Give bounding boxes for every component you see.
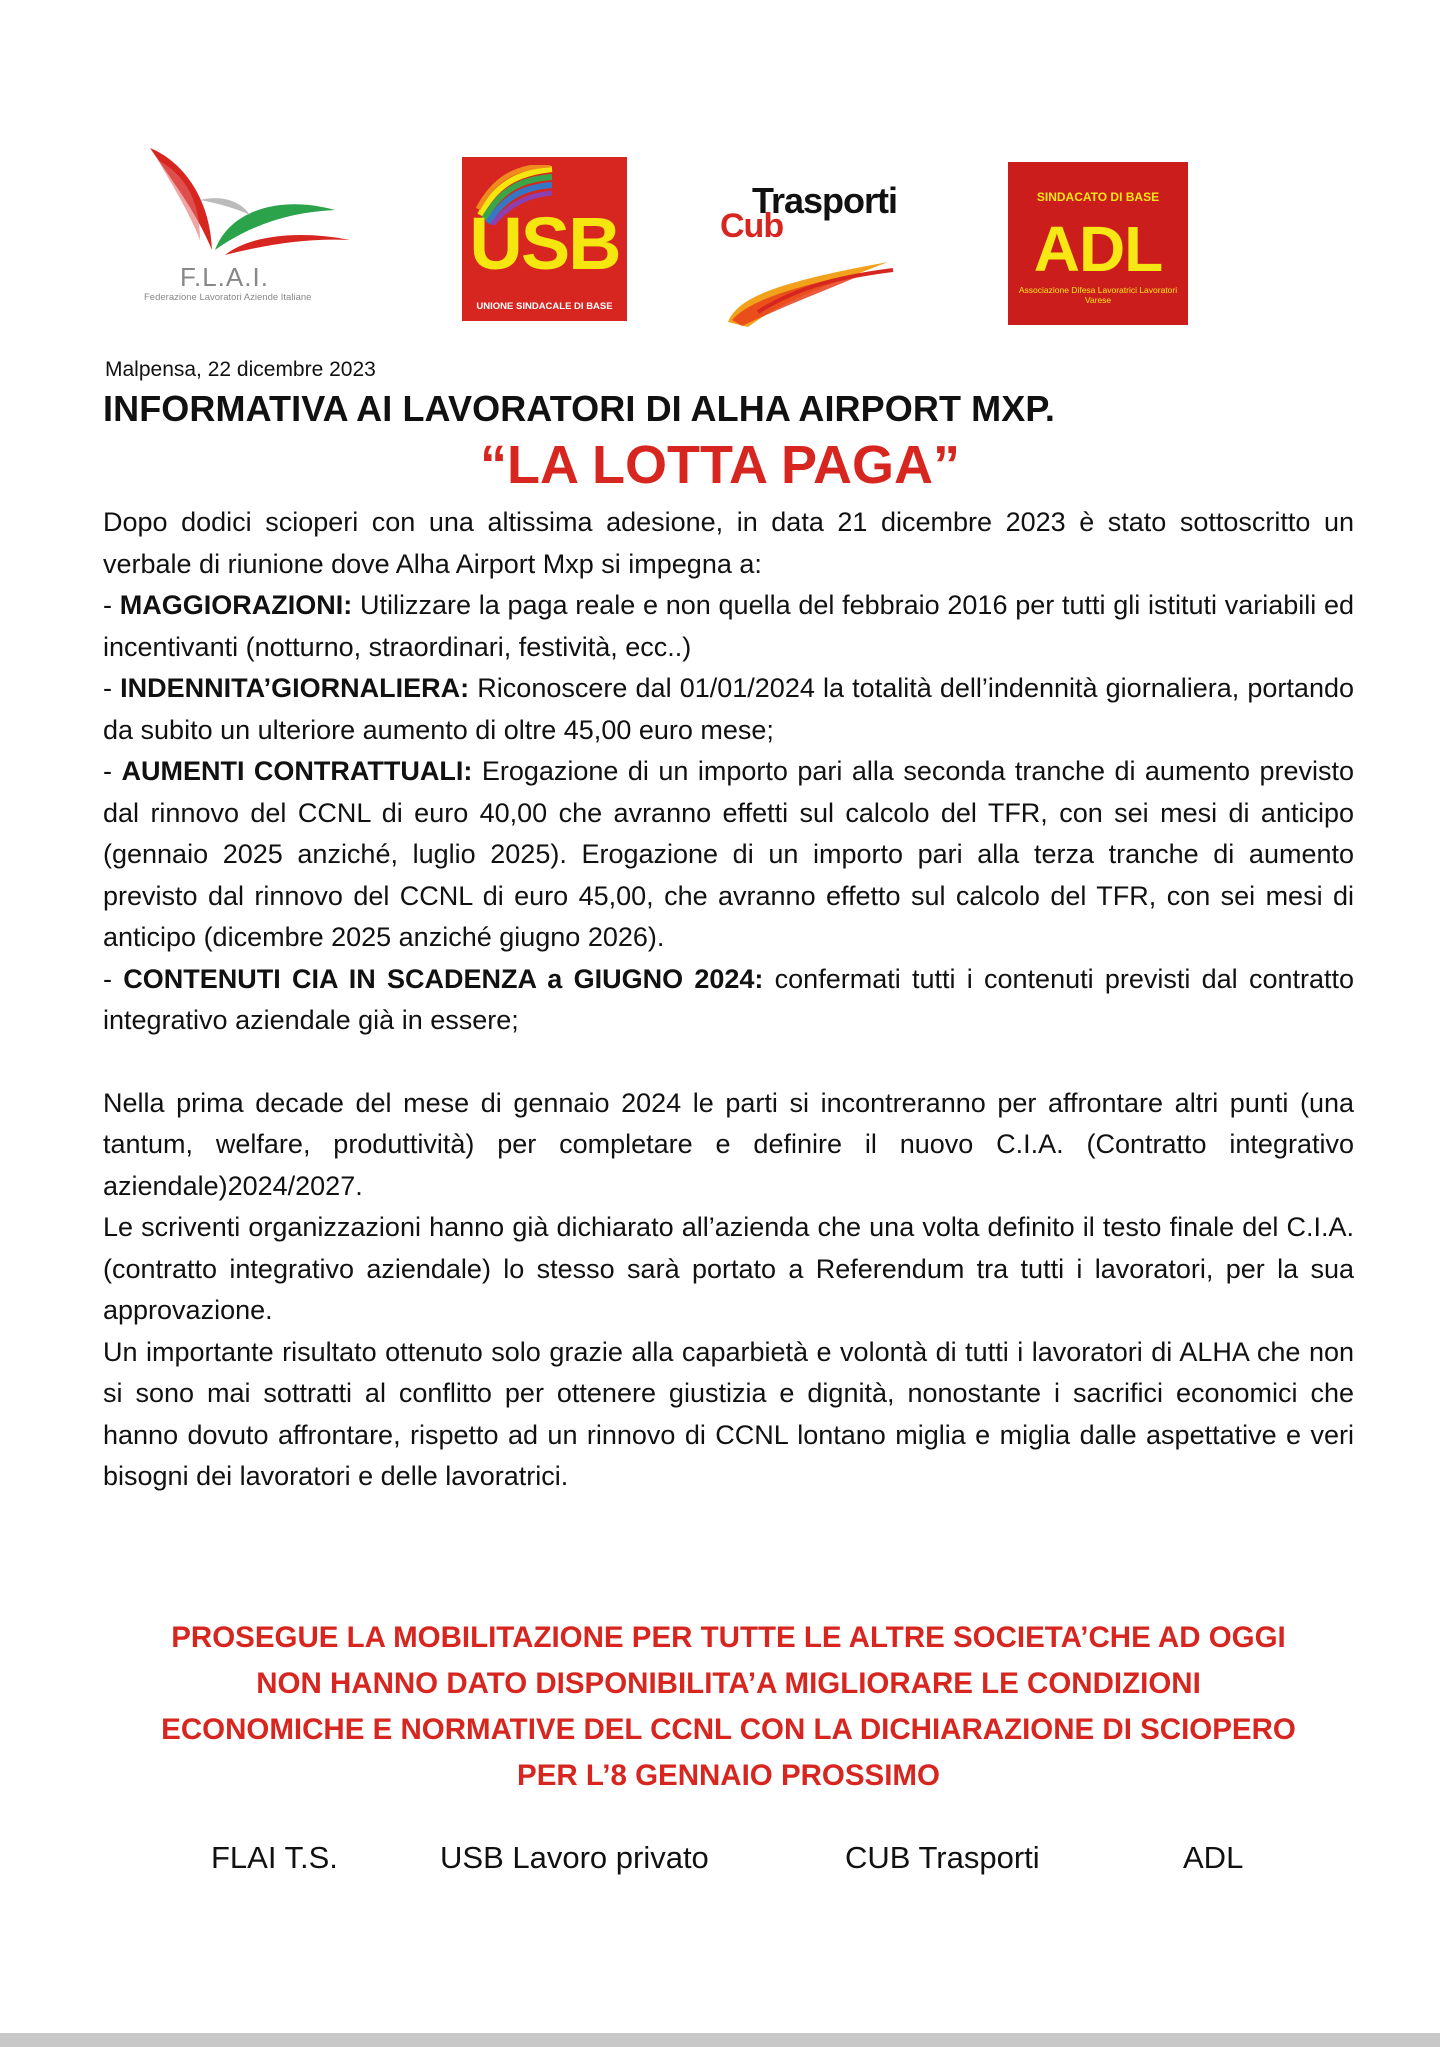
intro-paragraph: Dopo dodici scioperi con una altissima adesione, in data 21 dicembre 2023 è stato sottoscritto un verbale di riunione dove Alha Airport Mxp si impegna a: [103, 507, 1354, 579]
date-line: Malpensa, 22 dicembre 2023 [105, 358, 376, 381]
flai-logo [140, 140, 370, 315]
list-item: - AUMENTI CONTRATTUALI: Erogazione di un importo pari alla seconda tranche di aumento previsto dal rinnovo del CCNL di euro 40,00 che avranno effetti sul calcolo del TFR, con sei mesi di anticipo (gennaio 2025 anziché, luglio 2025). Erogazione di un importo pari alla terza tranche di aumento previsto dal rinnovo del CCNL di euro 45,00, che avranno effetto sul calcolo del TFR, con sei mesi di anticipo (dicembre 2025 anziché giugno 2026). [103, 756, 1354, 952]
cub-swoosh-icon [718, 242, 908, 332]
cub-logo [718, 180, 908, 330]
paragraph: Un importante risultato ottenuto solo grazie alla caparbietà e volontà di tutti i lavoratori di ALHA che non si sono mai sottratti al conflitto per ottenere giustizia e dignità, nonostante i sacrifici economici che hanno dovuto affrontare, rispetto ad un rinnovo di CCNL lontano miglia e miglia dalle aspettative e veri bisogni dei lavoratori e delle lavoratrici. [103, 1336, 1354, 1491]
adl-letters: ADL [1033, 213, 1163, 285]
notice-line: ECONOMICHE E NORMATIVE DEL CCNL CON LA DICHIARAZIONE DI SCIOPERO [161, 1713, 1296, 1746]
usb-letters: USB [469, 202, 620, 285]
notice-line: PROSEGUE LA MOBILITAZIONE PER TUTTE LE ALTRE SOCIETA’CHE AD OGGI [171, 1621, 1286, 1654]
mobilization-notice [103, 1615, 1354, 1799]
paragraph: Nella prima decade del mese di gennaio 2024 le parti si incontreranno per affrontare altri punti (una tantum, welfare, produttività) per completare e definire il nuovo C.I.A. (Contratto integrativo aziendale)2024/2027. [103, 1087, 1354, 1201]
item-label: AUMENTI CONTRATTUALI: [121, 756, 473, 786]
signatories [0, 1840, 1440, 1890]
paragraph: Le scriventi organizzazioni hanno già dichiarato all’azienda che una volta definito il testo finale del C.I.A. (contratto integrativo aziendale) lo stesso sarà portato a Referendum tra tutti i lavoratori, per la sua approvazione. [103, 1212, 1354, 1325]
usb-logo [462, 157, 627, 321]
item-label: INDENNITA’GIORNALIERA: [120, 673, 470, 703]
adl-logo [1008, 162, 1188, 325]
slogan: “LA LOTTA PAGA” [480, 435, 960, 495]
document-body [103, 358, 1354, 1498]
item-label: CONTENUTI CIA IN SCADENZA a GIUGNO 2024: [123, 963, 764, 994]
logos-row [0, 140, 1440, 340]
signatory-adl: ADL [1183, 1840, 1244, 1875]
list-item: - MAGGIORAZIONI: Utilizzare la paga reale e non quella del febbraio 2016 per tutti gli istituti variabili ed incentivanti (notturno, straordinari, festività, ecc..) [103, 590, 1355, 662]
cub-trasporti-text: Trasporti [752, 180, 898, 221]
adl-subtitle: Associazione Difesa Lavoratrici Lavoratori Varese [1018, 285, 1178, 305]
flai-name: F.L.A.I. [180, 262, 269, 292]
adl-top-text: SINDACATO DI BASE [1036, 190, 1160, 204]
list-item: - CONTENUTI CIA IN SCADENZA a GIUGNO 2024: confermati tutti i contenuti previsti dal contratto integrativo aziendale già in essere; [103, 963, 1354, 1035]
notice-line: NON HANNO DATO DISPONIBILITA’A MIGLIORARE LE CONDIZIONI [256, 1667, 1201, 1700]
item-label: MAGGIORAZIONI: [119, 590, 353, 620]
cub-text: Cub [720, 207, 784, 245]
usb-subtitle: UNIONE SINDACALE DI BASE [476, 301, 613, 312]
document-title: INFORMATIVA AI LAVORATORI DI ALHA AIRPORT MXP. [103, 388, 1055, 429]
flai-wings-icon [140, 140, 370, 265]
notice-line: PER L’8 GENNAIO PROSSIMO [517, 1759, 940, 1792]
flai-subtitle: Federazione Lavoratori Aziende Italiane [144, 292, 312, 303]
list-item: - INDENNITA’GIORNALIERA: Riconoscere dal 01/01/2024 la totalità dell’indennità giornaliera, portando da subito un ulteriore aumento di oltre 45,00 euro mese; [103, 673, 1354, 745]
bottom-bar [0, 2033, 1440, 2047]
signatory-cub: CUB Trasporti [845, 1840, 1040, 1875]
body-text [103, 502, 1354, 1498]
signatory-flai: FLAI T.S. [211, 1840, 338, 1875]
signatory-usb: USB Lavoro privato [440, 1840, 709, 1875]
